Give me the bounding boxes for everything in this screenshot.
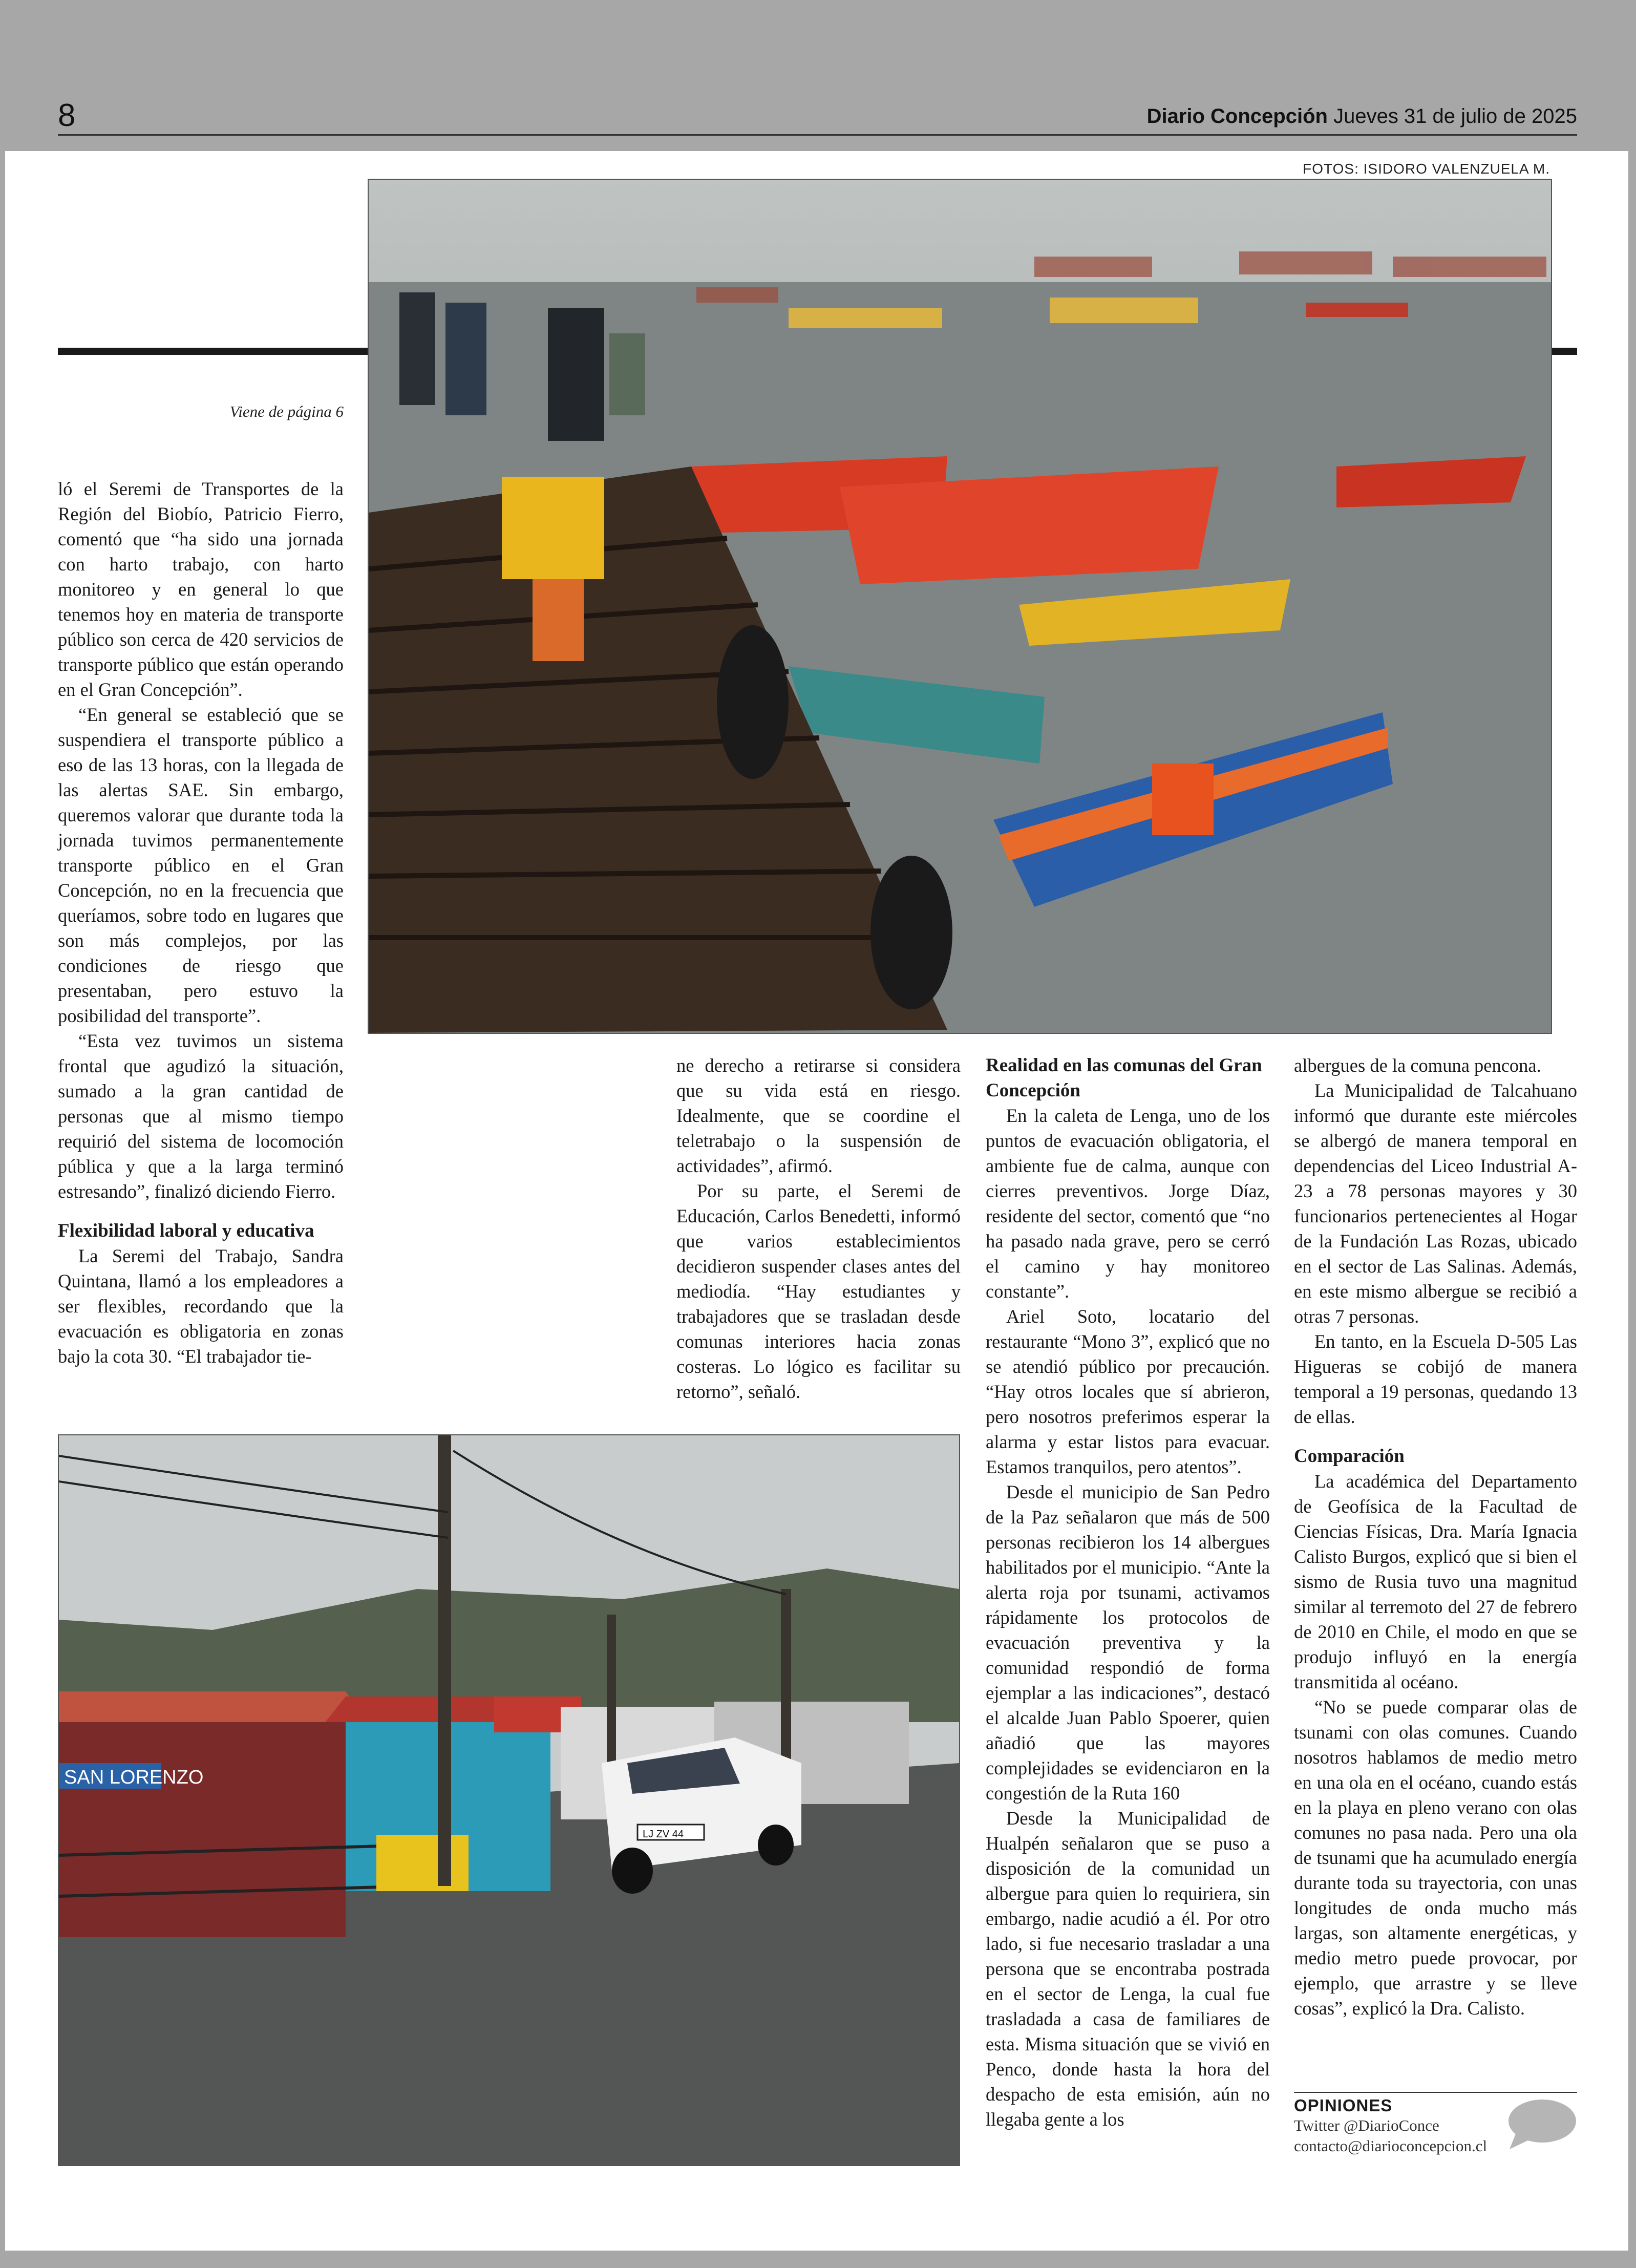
photo-credit: FOTOS: ISIDORO VALENZUELA M. [1303,161,1550,177]
page-number: 8 [58,98,76,133]
speech-bubble-icon [1505,2098,1577,2152]
paragraph: En tanto, en la Escuela D-505 Las Higueras se cobijó de manera temporal a 19 personas, quedando 13 de ellas. [1294,1331,1577,1427]
paragraph: ne derecho a retirarse si considera que su vida está en riesgo. Idealmente, que se coordine el teletrabajo o la suspensión de actividades”, afirmó. [676,1055,961,1176]
street-photo [58,1434,960,2166]
street-photo-image [59,1435,959,2165]
subheading-comparacion: Comparación [1294,1446,1405,1467]
subheading-realidad: Realidad en las comunas del Gran Concepción [986,1055,1262,1101]
paragraph: La Municipalidad de Talcahuano informó que durante este miércoles se albergó de manera temporal en dependencias del Liceo Industrial A-23 a 78 personas mayores y 30 funcionarios pertenecientes al Hogar de la Fundación Las Rozas, ubicado en el sector de Las Salinas. Además, en este mismo albergue se recibió a otras 7 personas. [1294,1080,1577,1327]
section-rule-left [58,348,370,355]
masthead [1147,105,1577,128]
publication-name: Diario Concepción [1146,105,1328,128]
article-column-4 [1294,1053,1577,2021]
subheading-flexibilidad: Flexibilidad laboral y educativa [58,1220,314,1241]
paragraph: Ariel Soto, locatario del restaurante “Mono 3”, explicó que no se atendió público por precaución. “Hay otros locales que sí abrieron, pero nosotros preferimos esperar la alarma y estar listos para evacuar. Estamos tranquilos, pero atentos”. [986,1306,1270,1477]
header-rule [58,134,1577,136]
issue-date: Jueves 31 de julio de 2025 [1333,105,1577,128]
paragraph: “En general se estableció que se suspendiera el transporte público a eso de las 13 horas, con la llegada de las alertas SAE. Sin embargo, queremos valorar que durante toda la jornada tuvimos permanentemente transporte público en el Gran Concepción, no en la frecuencia que queríamos, sobre todo en lugares que son más complejos, por las condiciones de riesgo que presentaban, pero estuvo la posibilidad del transporte”. [58,704,344,1026]
twitter-handle[interactable]: Twitter @DiarioConce [1294,2116,1439,2134]
paragraph: En la caleta de Lenga, uno de los puntos de evacuación obligatoria, el ambiente fue de calma, aunque con cierres preventivos. Jorge Díaz, residente del sector, comentó que “no ha pasado nada grave, pero se cerró el camino y hay monitoreo constante”. [986,1105,1270,1302]
paragraph: Desde la Municipalidad de Hualpén señalaron que se puso a disposición de la comunidad un albergue para quien lo requiriera, sin embargo, nadie acudió a él. Por otro lado, si fue necesario trasladar a una persona que se encontraba postrada en el sector de Lenga, la cual fue trasladada a casa de familiares de esta. Misma situación que se vivió en Penco, donde hasta la hora del despacho de esta emisión, aún no llegaba gente a los [986,1808,1270,2130]
opiniones-box [1294,2092,1577,2156]
paragraph: albergues de la comuna pencona. [1294,1055,1541,1076]
opiniones-title: OPINIONES [1294,2096,1393,2115]
paragraph: Por su parte, el Seremi de Educación, Carlos Benedetti, informó que varios establecimientos decidieron suspender clases antes del mediodía. “Hay estudiantes y trabajadores que se trasladan desde comunas interiores hacia zonas costeras. Lo lógico es facilitar su retorno”, señaló. [676,1180,961,1402]
article-column-3 [986,1053,1270,2132]
paragraph: “No se puede comparar olas de tsunami con olas comunes. Cuando nosotros hablamos de medio metro en una ola en el océano, cuando estás en la playa en pleno verano con olas comunes no pasa nada. Pero una ola de tsunami que ha acumulado energía durante toda su trayectoria, con unas longitudes de onda mucho más largas, son altamente energéticas, y medio metro puede provocar, por ejemplo, que arrastre y se lleve cosas”, explicó la Dra. Calisto. [1294,1697,1577,2019]
article-column-1 [58,476,344,1369]
license-plate: LJ ZV 44 [643,1829,684,1840]
harbor-photo-image [369,180,1551,1033]
harbor-photo [368,179,1552,1034]
paragraph: ló el Seremi de Transportes de la Región del Biobío, Patricio Fierro, comentó que “ha sido una jornada con harto trabajo, con harto monitoreo y en general lo que tenemos hoy en materia de transporte público son cerca de 420 servicios de transporte público que están operando en el Gran Concepción”. [58,478,344,700]
store-sign-text: SAN LORENZO [64,1767,204,1788]
article-column-2 [676,1053,961,1404]
continued-from: Viene de página 6 [229,402,344,420]
paragraph: La Seremi del Trabajo, Sandra Quintana, llamó a los empleadores a ser flexibles, recordando que la evacuación es obligatoria en zonas bajo la cota 30. “El trabajador tie- [58,1245,344,1367]
section-rule-right [1550,348,1577,355]
paragraph: “Esta vez tuvimos un sistema frontal que agudizó la situación, sumado a la gran cantidad de personas que al mismo tiempo requirió del sistema de locomoción pública y que a la larga terminó estresando”, finalizó diciendo Fierro. [58,1030,344,1202]
paragraph: La académica del Departamento de Geofísica de la Facultad de Ciencias Físicas, Dra. María Ignacia Calisto Burgos, explicó que si bien el sismo de Rusia tuvo una magnitud similar al terremoto del 27 de febrero de 2010 en Chile, el modo en que se produjo influyó en la energía transmitida al océano. [1294,1471,1577,1692]
paragraph: Desde el municipio de San Pedro de la Paz señalaron que más de 500 personas recibieron los 14 albergues habilitados por el municipio. “Ante la alerta roja por tsunami, activamos rápidamente los protocolos de evacuación preventiva y la comunidad respondió de forma ejemplar a las indicaciones”, destacó el alcalde Juan Pablo Spoerer, quien añadió que las mayores complejidades se evidenciaron en la congestión de la Ruta 160 [986,1481,1270,1804]
contact-email[interactable]: contacto@diarioconcepcion.cl [1294,2137,1488,2155]
